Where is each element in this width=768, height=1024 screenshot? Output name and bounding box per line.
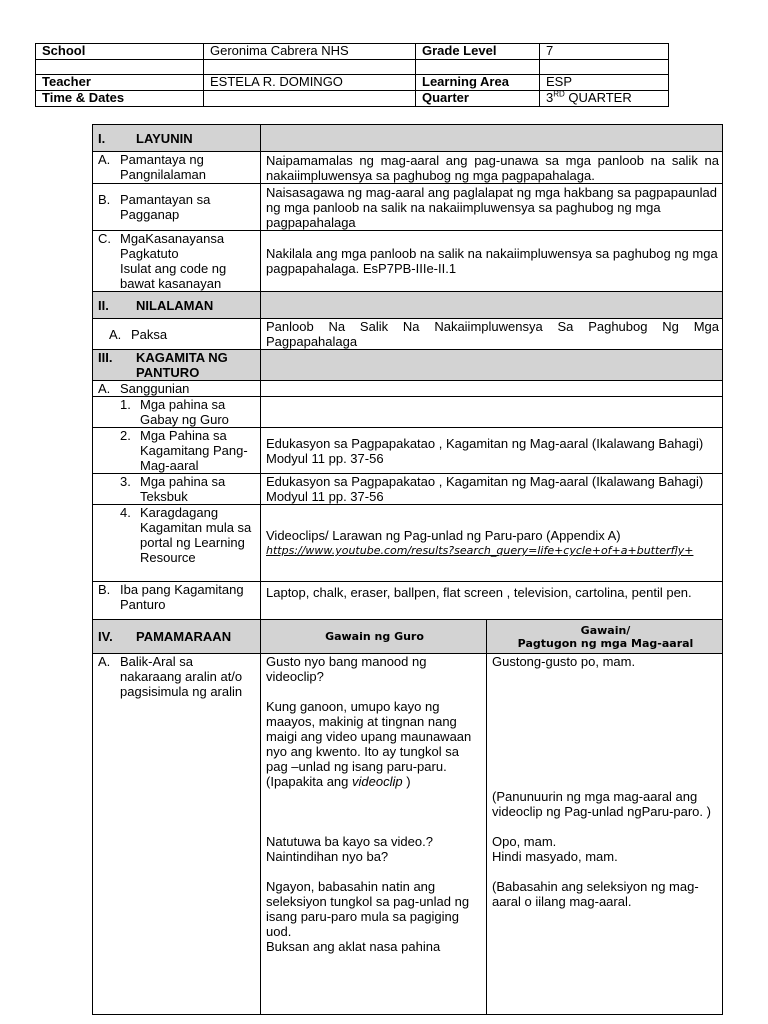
mag-aaral-line: (Babasahin ang seleksiyon ng mag-aaral o iilang mag-aaral.: [492, 879, 699, 909]
section-kagamitan-shade: [261, 350, 723, 381]
layunin-a-text: Naipamamalas ng mag-aaral ang pag-unawa sa mga panloob na salik na nakaiimpluwensya sa paghubog ng mga pagpapahalaga.: [261, 152, 723, 184]
sanggunian-1-label: 1. Mga pahina sa Gabay ng Guro: [93, 397, 261, 428]
sanggunian-3-text: Edukasyon sa Pagpapakatao , Kagamitan ng Mag-aaral (Ikalawang Bahagi) Modyul 11 pp. 37-56: [261, 474, 723, 505]
quarter-label: Quarter: [416, 91, 540, 107]
sanggunian-4-label: 4. Karagdagang Kagamitan mula sa portal ng Learning Resource: [93, 505, 261, 582]
mag-aaral-line: (Panunuurin ng mga mag-aaral ang videoclip ng Pag-unlad ngParu-paro. ): [492, 789, 711, 819]
empty-cell: [416, 60, 540, 75]
col-gawain-guro: Gawain ng Guro: [261, 620, 487, 654]
empty-cell: [204, 60, 416, 75]
guro-line: Ngayon, babasahin natin ang seleksiyon tungkol sa pag-unlad ng isang paru-paro mula sa pagiging uod.: [266, 879, 470, 939]
pamamaraan-a-label: A. Balik-Aral sa nakaraang aralin at/o pagsisimula ng aralin: [93, 654, 261, 1015]
mag-aaral-line: Opo, mam.: [492, 834, 557, 849]
guro-line: Kung ganoon, umupo kayo ng maayos, makinig at tingnan nang maigi ang video upang maunawaan nyo ang kwento. Ito ay tungkol sa pag –unlad ng isang paru-paru.: [266, 699, 472, 774]
sanggunian-2-text: Edukasyon sa Pagpapakatao , Kagamitan ng Mag-aaral (Ikalawang Bahagi) Modyul 11 pp. 37-56: [261, 428, 723, 474]
empty-cell: [261, 381, 723, 397]
section-pamamaraan-heading: IV. PAMAMARAAN: [93, 620, 261, 654]
sanggunian-1-text: [261, 397, 723, 428]
kagamitan-b-text: Laptop, chalk, eraser, ballpen, flat screen , television, cartolina, pentil pen.: [261, 582, 723, 620]
header-info-table: [35, 43, 669, 107]
guro-line: (Ipapakita ang videoclip ): [266, 774, 411, 789]
lesson-plan-table: [92, 124, 723, 1015]
empty-cell: [36, 60, 204, 75]
sanggunian-3-label: 3. Mga pahina sa Teksbuk: [93, 474, 261, 505]
gawain-guro-cell: [261, 654, 487, 1015]
section-nilalaman-shade: [261, 292, 723, 319]
mag-aaral-line: Gustong-gusto po, mam.: [492, 654, 636, 669]
section-nilalaman-heading: II. NILALAMAN: [93, 292, 261, 319]
guro-line: Gusto nyo bang manood ng videoclip?: [266, 654, 427, 684]
learning-area-label: Learning Area: [416, 75, 540, 91]
kagamitan-a-label: A. Sanggunian: [93, 381, 261, 397]
quarter-value: 3RD QUARTER: [540, 91, 669, 107]
section-layunin-shade: [261, 125, 723, 152]
layunin-a-label: A. Pamantaya ng Pangnilalaman: [93, 152, 261, 184]
guro-line: Buksan ang aklat nasa pahina: [266, 939, 441, 954]
guro-line: Natutuwa ba kayo sa video.?: [266, 834, 433, 849]
section-layunin-heading: I. LAYUNIN: [93, 125, 261, 152]
nilalaman-a-label: A. Paksa: [93, 319, 261, 350]
guro-line: Naintindihan nyo ba?: [266, 849, 389, 864]
learning-area-value: ESP: [540, 75, 669, 91]
school-label: School: [36, 44, 204, 60]
layunin-c-label: C. MgaKasanayansa Pagkatuto Isulat ang code ng bawat kasanayan: [93, 231, 261, 292]
layunin-c-text: Nakilala ang mga panloob na salik na nakaiimpluwensya sa paghubog ng mga pagpapahalaga. EsP7PB-IIIe-II.1: [261, 231, 723, 292]
youtube-link[interactable]: https://www.youtube.com/results?search_query=life+cycle+of+a+butterfly+: [266, 544, 694, 557]
empty-cell: [540, 60, 669, 75]
teacher-label: Teacher: [36, 75, 204, 91]
sanggunian-2-label: 2. Mga Pahina sa Kagamitang Pang-Mag-aaral: [93, 428, 261, 474]
layunin-b-label: B. Pamantayan sa Pagganap: [93, 184, 261, 231]
mag-aaral-line: Hindi masyado, mam.: [492, 849, 618, 864]
grade-level-value: 7: [540, 44, 669, 60]
time-dates-label: Time & Dates: [36, 91, 204, 107]
teacher-value: ESTELA R. DOMINGO: [204, 75, 416, 91]
gawain-mag-aaral-cell: [487, 654, 723, 1015]
section-kagamitan-heading: III. KAGAMITA NG PANTURO: [93, 350, 261, 381]
school-value: Geronima Cabrera NHS: [204, 44, 416, 60]
kagamitan-b-label: B. Iba pang Kagamitang Panturo: [93, 582, 261, 620]
grade-level-label: Grade Level: [416, 44, 540, 60]
sanggunian-4-text: Videoclips/ Larawan ng Pag-unlad ng Paru-paro (Appendix A) https://www.youtube.com/results?search_query=life+cycle+of+a+butterfly+: [261, 505, 723, 582]
layunin-b-text: Naisasagawa ng mag-aaral ang paglalapat ng mga hakbang sa pagpapaunlad ng mga panloob na salik na nakaiimpluwensya sa paghubog ng mga pagpapahalaga: [261, 184, 723, 231]
nilalaman-a-text: Panloob Na Salik Na Nakaiimpluwensya Sa Paghubog Ng Mga Pagpapahalaga: [261, 319, 723, 350]
time-dates-value: [204, 91, 416, 107]
col-gawain-mag-aaral: Gawain/ Pagtugon ng mga Mag-aaral: [487, 620, 723, 654]
